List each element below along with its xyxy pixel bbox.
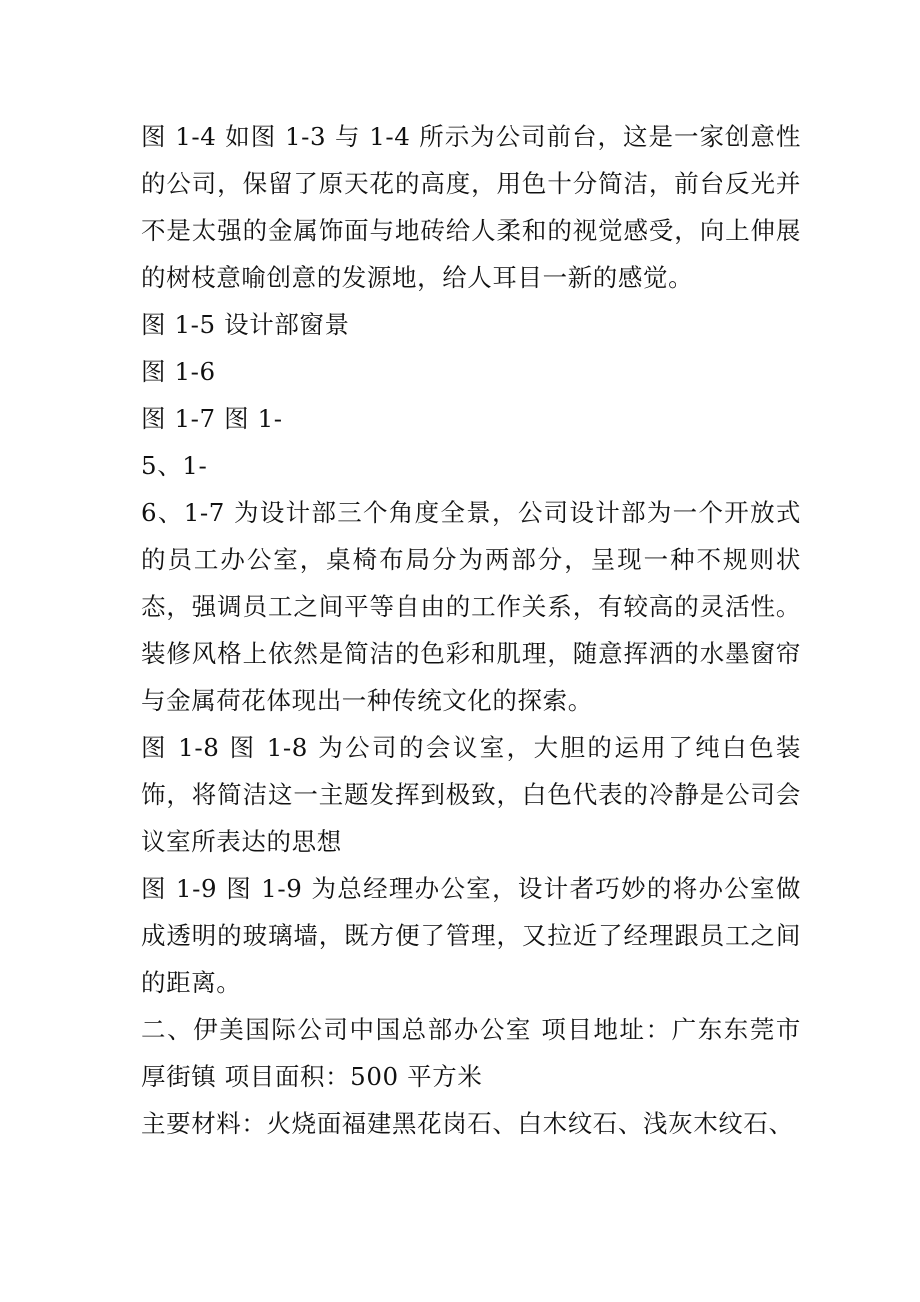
paragraph-meeting-room: 图 1-8 图 1-8 为公司的会议室，大胆的运用了纯白色装饰，将简洁这一主题发挥到极致，白色代表的冷静是公司会议室所表达的思想	[141, 733, 801, 856]
paragraph-design-department: 6、1-7 为设计部三个角度全景，公司设计部为一个开放式的员工办公室，桌椅布局分为两部分，呈现一种不规则状态，强调员工之间平等自由的工作关系，有较高的灵活性。装修风格上依然是简洁的色彩和肌理，随意挥洒的水墨窗帘与金属荷花体现出一种传统文化的探索。	[141, 498, 801, 715]
paragraph-project-heading: 二、伊美国际公司中国总部办公室 项目地址：广东东莞市厚街镇 项目面积：500 平方米	[141, 1015, 801, 1091]
paragraph-materials: 主要材料：火烧面福建黑花岗石、白木纹石、浅灰木纹石、	[141, 1109, 794, 1138]
document-body	[141, 113, 801, 1147]
paragraph-general-manager-office: 图 1-9 图 1-9 为总经理办公室，设计者巧妙的将办公室做成透明的玻璃墙，既方便了管理，又拉近了经理跟员工之间的距离。	[141, 874, 801, 997]
paragraph-figure-1-5: 图 1-5 设计部窗景	[141, 310, 350, 339]
paragraph-figure-1-7: 图 1-7 图 1-	[141, 404, 283, 433]
paragraph-figure-1-6: 图 1-6	[141, 357, 216, 386]
paragraph-reception: 图 1-4 如图 1-3 与 1-4 所示为公司前台，这是一家创意性的公司，保留了原天花的高度，用色十分简洁，前台反光并不是太强的金属饰面与地砖给人柔和的视觉感受，向上伸展的树枝意喻创意的发源地，给人耳目一新的感觉。	[141, 122, 801, 292]
paragraph-figure-ref-5: 5、1-	[141, 451, 208, 480]
